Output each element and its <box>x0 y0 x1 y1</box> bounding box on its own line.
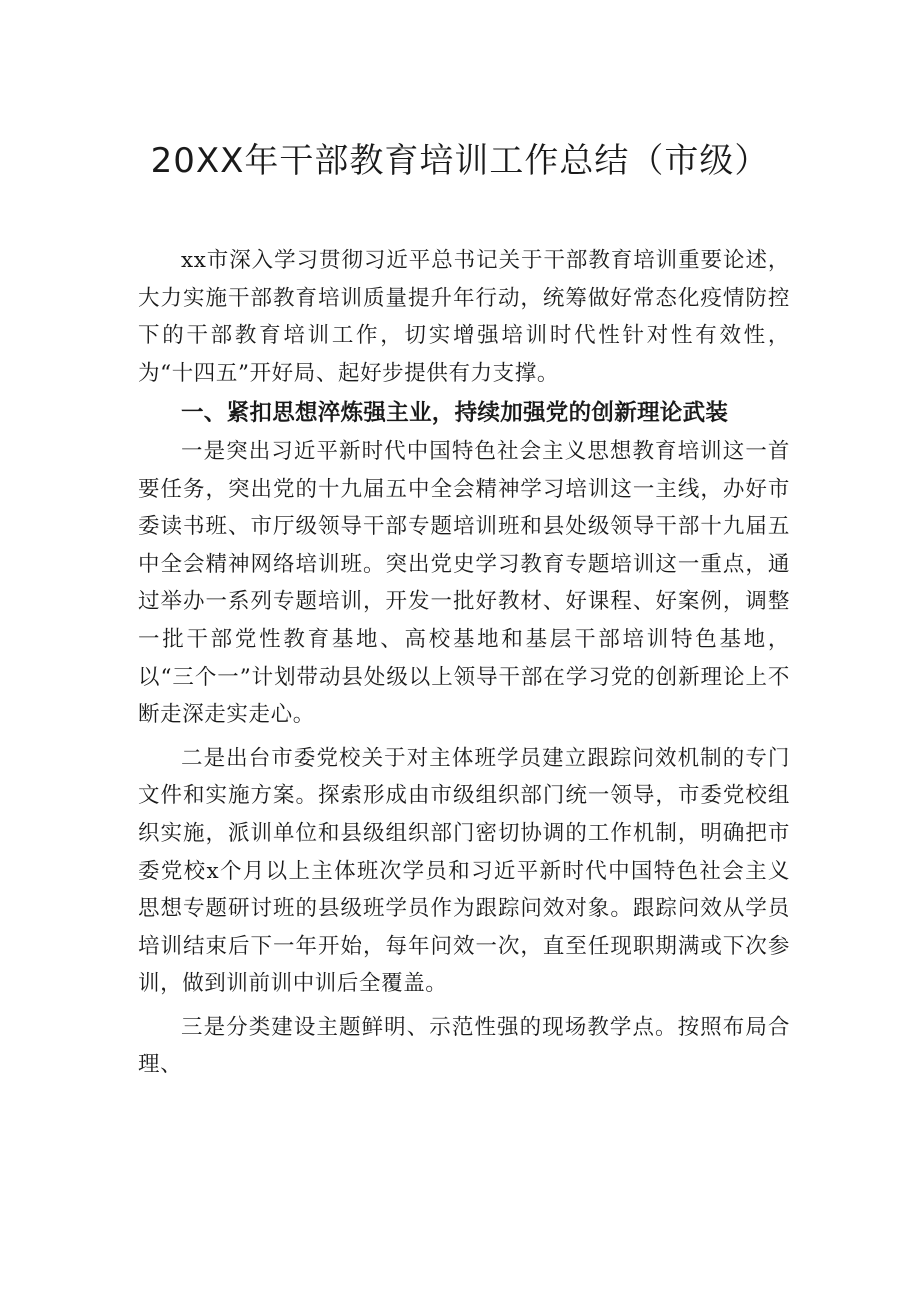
document-body <box>138 242 790 1084</box>
intro-paragraph: xx市深入学习贯彻习近平总书记关于干部教育培训重要论述，大力实施干部教育培训质量提升年行动，统筹做好常态化疫情防控下的干部教育培训工作，切实增强培训时代性针对性有效性，为“十四五”开好局、起好步提供有力支撑。 <box>138 248 790 386</box>
paragraph-one: 一是突出习近平新时代中国特色社会主义思想教育培训这一首要任务，突出党的十九届五中全会精神学习培训这一主线，办好市委读书班、市厅级领导干部专题培训班和县处级领导干部十九届五中全会精神网络培训班。突出党史学习教育专题培训这一重点，通过举办一系列专题培训，开发一批好教材、好课程、好案例，调整一批干部党性教育基地、高校基地和基层干部培训特色基地，以“三个一”计划带动县处级以上领导干部在学习党的创新理论上不断走深走实走心。 <box>138 438 790 728</box>
paragraph-three: 三是分类建设主题鲜明、示范性强的现场教学点。按照布局合理、 <box>138 1014 790 1078</box>
section-one-heading: 一、紧扣思想淬炼强主业，持续加强党的创新理论武装 <box>181 400 729 427</box>
paragraph-two: 二是出台市委党校关于对主体班学员建立跟踪问效机制的专门文件和实施方案。探索形成由市级组织部门统一领导，市委党校组织实施，派训单位和县级组织部门密切协调的工作机制，明确把市委党校x个月以上主体班次学员和习近平新时代中国特色社会主义思想专题研讨班的县级班学员作为跟踪问效对象。跟踪问效从学员培训结束后下一年开始，每年问效一次，直至任现职期满或下次参训，做到训前训中训后全覆盖。 <box>138 745 790 997</box>
document-title: 20XX年干部教育培训工作总结（市级） <box>150 141 770 181</box>
